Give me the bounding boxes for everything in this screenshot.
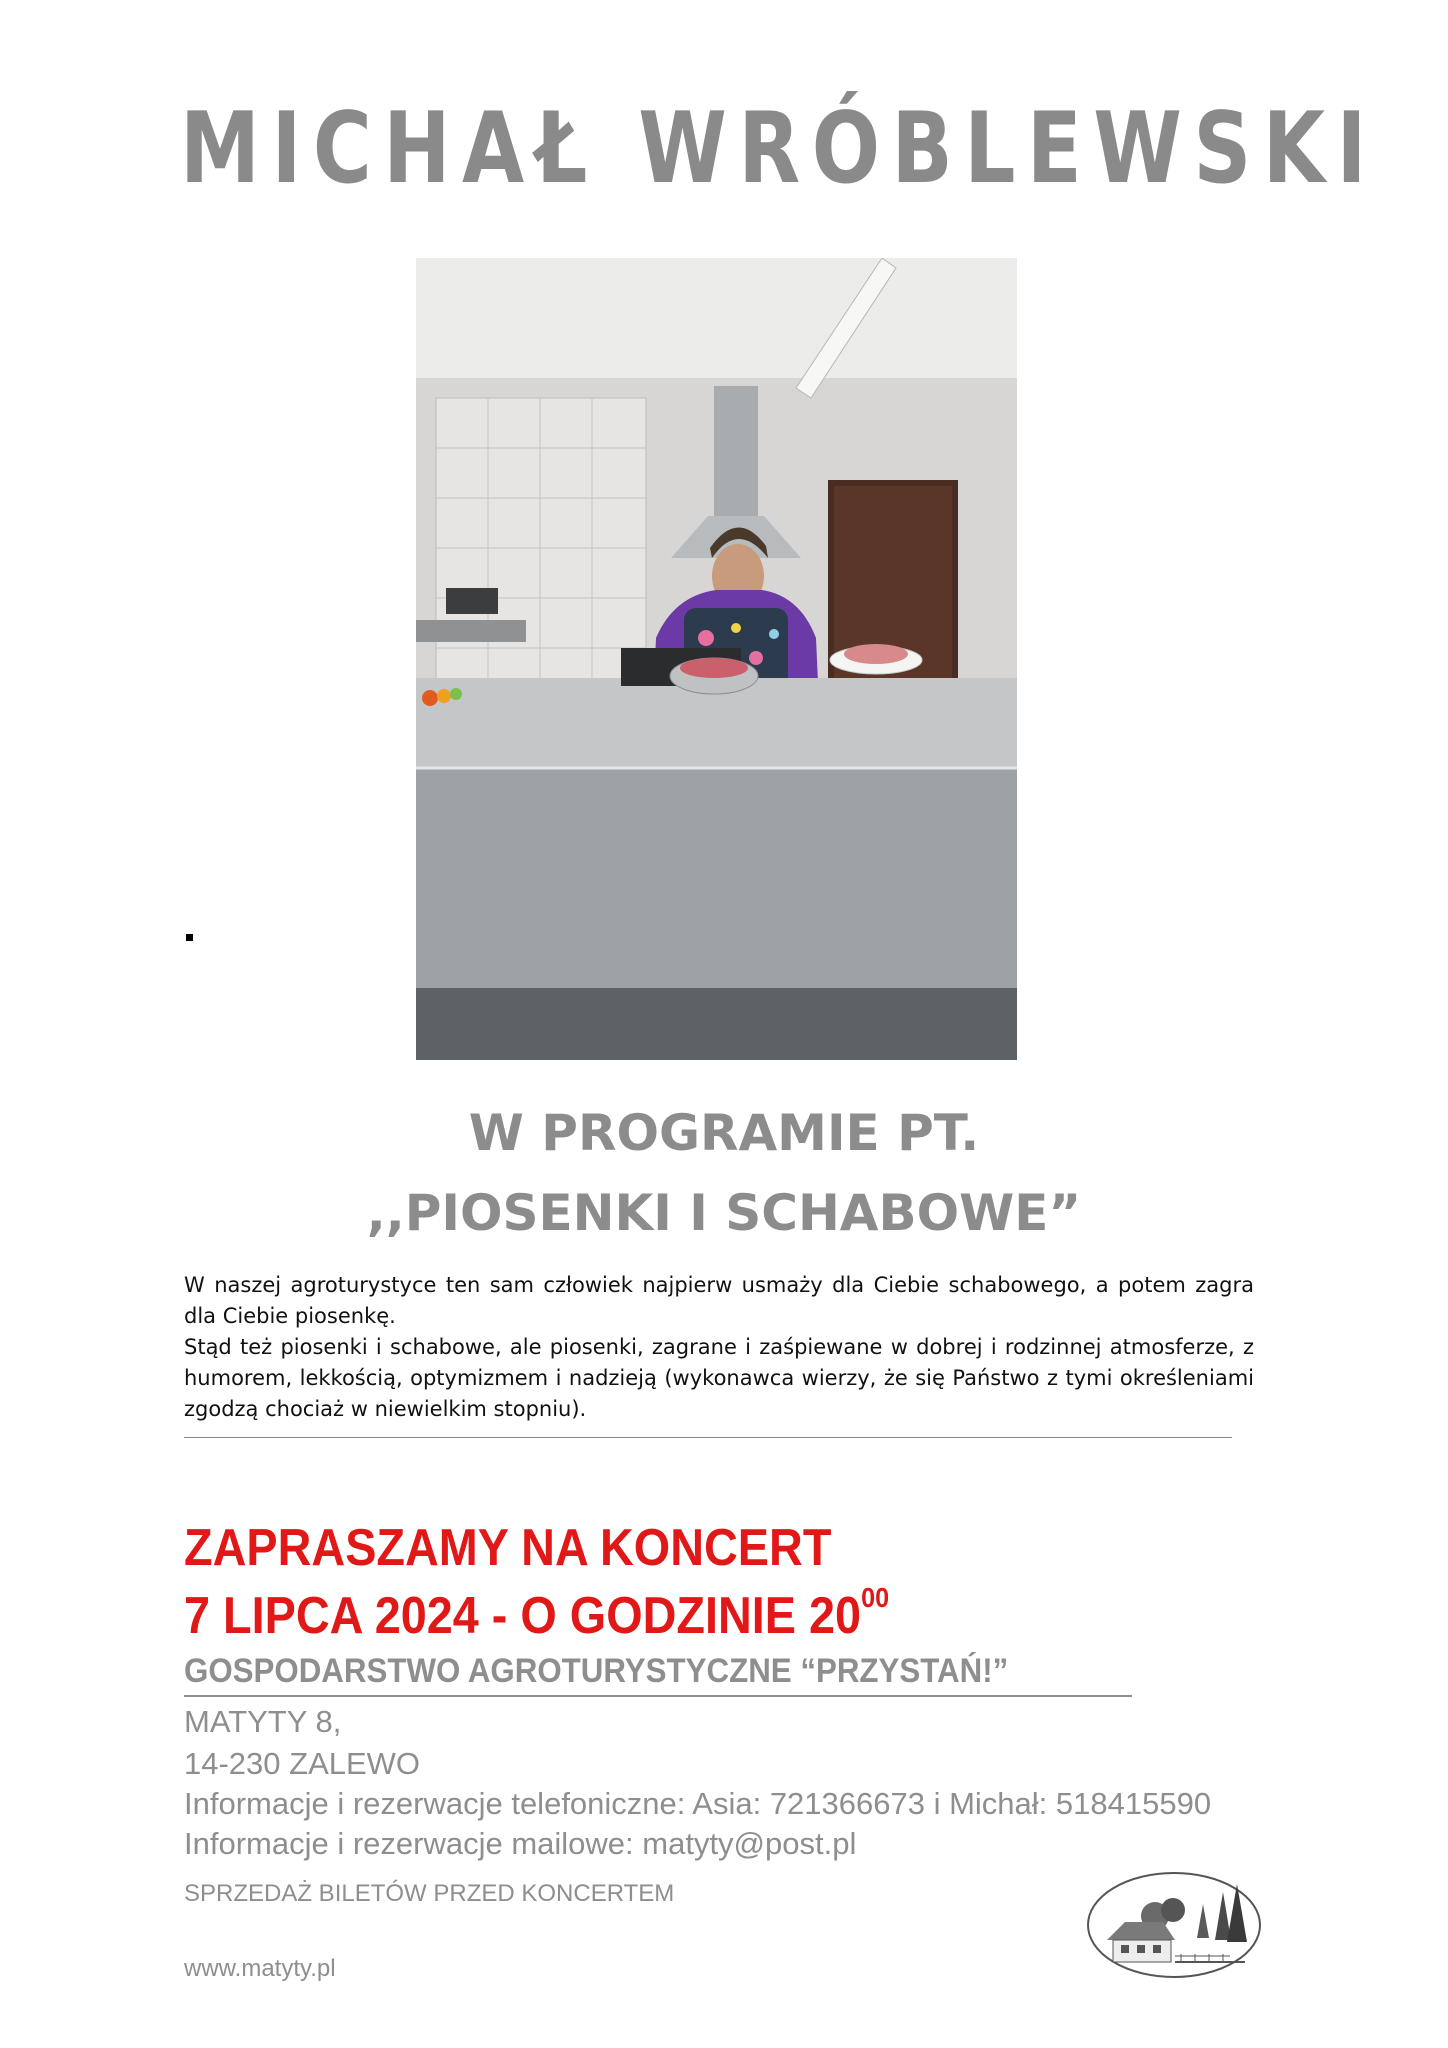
concert-date: 7 LIPCA 2024 - O GODZINIE 20 [184, 1587, 862, 1645]
ticket-sales-note: SPRZEDAŻ BILETÓW PRZED KONCERTEM [184, 1880, 675, 1907]
program-label: W PROGRAMIE PT. [468, 1104, 980, 1162]
program-title: ,,PIOSENKI I SCHABOWE” [366, 1184, 1082, 1242]
phone-info: Informacje i rezerwacje telefoniczne: Asia: 721366673 i Michał: 518415590 [184, 1786, 1212, 1821]
concert-time-minutes: 00 [861, 1582, 890, 1613]
chef-in-kitchen-photo [416, 258, 1017, 1060]
bullet-dot [186, 934, 193, 941]
concert-date-time [184, 1582, 890, 1646]
venue-address-city: 14-230 ZALEWO [184, 1746, 421, 1781]
venue-underline [184, 1695, 1132, 1697]
performer-name: MICHAŁ WRÓBLEWSKI [180, 92, 1378, 206]
description-underline [184, 1437, 1232, 1438]
farmhouse-logo-icon [1085, 1870, 1263, 1980]
invite-heading: ZAPRASZAMY NA KONCERT [184, 1519, 832, 1577]
description-paragraph-1: W naszej agroturystyce ten sam człowiek najpierw usmaży dla Ciebie schabowego, a potem zagra dla Ciebie piosenkę. [184, 1273, 1254, 1328]
venue-name: GOSPODARSTWO AGROTURYSTYCZNE “PRZYSTAŃ!” [184, 1652, 1009, 1690]
venue-address-street: MATYTY 8, [184, 1704, 342, 1739]
website-link[interactable]: www.matyty.pl [184, 1955, 336, 1982]
email-info: Informacje i rezerwacje mailowe: matyty@post.pl [184, 1826, 857, 1861]
description [184, 1270, 1254, 1425]
description-paragraph-2: Stąd też piosenki i schabowe, ale piosenki, zagrane i zaśpiewane w dobrej i rodzinnej atmosferze, z humorem, lekkością, optymizmem i nadzieją (wykonawca wierzy, że się Państwo z tymi określeniami zgodzą chociaż w niewielkim stopniu). [184, 1335, 1254, 1421]
